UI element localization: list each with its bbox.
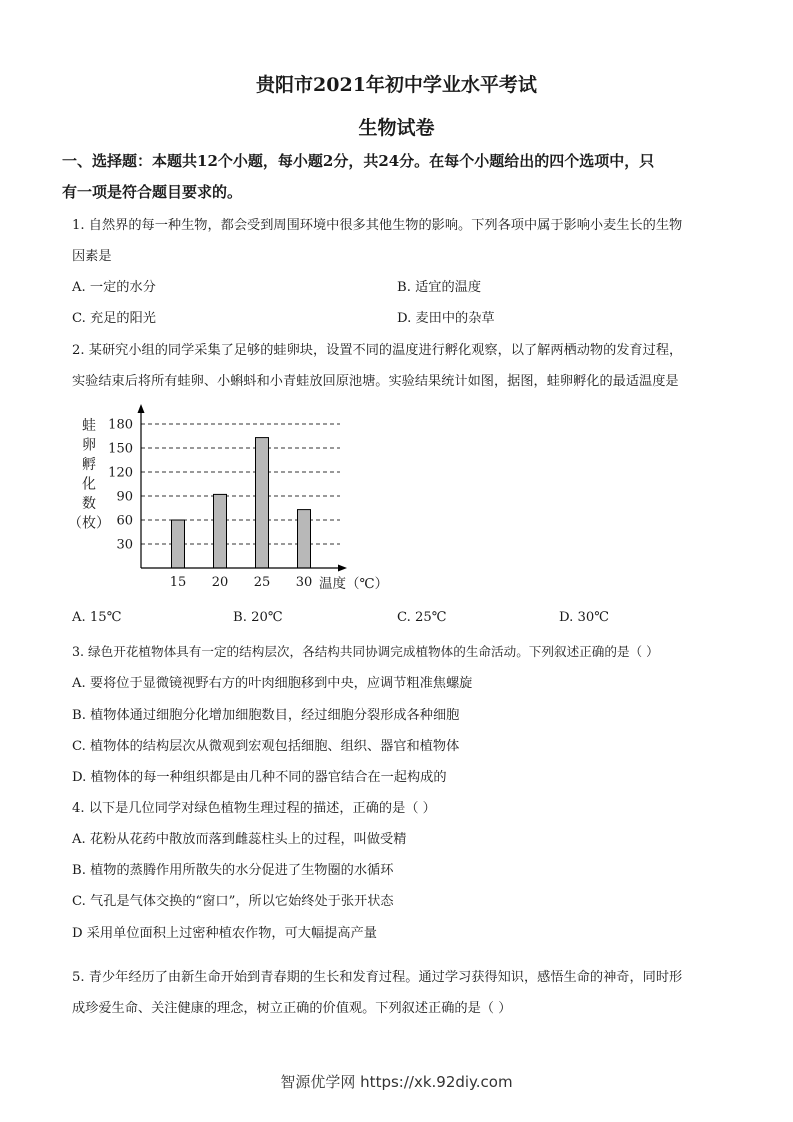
- q2-stem-line2: 实验结束后将所有蛙卵、小蝌蚪和小青蛙放回原池塘。实验结果统计如图，据图，蛙卵孵化的最适温度是: [72, 374, 679, 389]
- exam-title: 贵阳市2021年初中学业水平考试: [256, 74, 537, 96]
- q2-option-d: D. 30℃: [559, 610, 610, 625]
- x-tick-label: 15: [169, 575, 187, 590]
- y-tick-label: 120: [108, 465, 133, 481]
- ylabel-char: 化: [82, 476, 96, 493]
- q1-option-a: A. 一定的水分: [72, 280, 156, 295]
- q4-option-d: D 采用单位面积上过密种植农作物，可大幅提高产量: [72, 926, 377, 941]
- q5-stem-line2: 成珍爱生命、关注健康的理念，树立正确的价值观。下列叙述正确的是（ ）: [72, 1001, 512, 1016]
- q3-stem: 3. 绿色开花植物体具有一定的结构层次，各结构共同协调完成植物体的生命活动。下列叙述正确的是（ ）: [72, 644, 659, 659]
- ylabel-char: 孵: [82, 457, 96, 473]
- ylabel-char: （枚）: [68, 515, 110, 532]
- footer-watermark: 智源优学网 https://xk.92diy.com: [280, 1073, 513, 1091]
- q3-option-b: B. 植物体通过细胞分化增加细胞数目，经过细胞分裂形成各种细胞: [72, 708, 460, 723]
- q2-stem-line1: 2. 某研究小组的同学采集了足够的蛙卵块，设置不同的温度进行孵化观察，以了解两栖动物的发育过程，: [72, 343, 683, 358]
- q2-option-c: C. 25℃: [397, 610, 447, 625]
- q4-option-b: B. 植物的蒸腾作用所散失的水分促进了生物圈的水循环: [72, 863, 394, 878]
- q1-option-b: B. 适宜的温度: [397, 280, 482, 295]
- ylabel-char: 卵: [82, 437, 96, 454]
- bar-20: [214, 494, 227, 568]
- y-tick-label: 180: [108, 417, 133, 433]
- q3-option-a: A. 要将位于显微镜视野右方的叶肉细胞移到中央，应调节粗准焦螺旋: [72, 676, 473, 691]
- y-tick-label: 60: [116, 513, 133, 529]
- x-tick-label: 30: [295, 575, 313, 590]
- x-tick-label: 25: [253, 575, 271, 590]
- ylabel-char: 数: [82, 496, 96, 512]
- q1-option-c: C. 充足的阳光: [72, 311, 156, 326]
- bar-25: [256, 438, 269, 568]
- ylabel-char: 蛙: [82, 418, 96, 434]
- y-tick-label: 90: [116, 489, 133, 505]
- y-tick-label: 150: [108, 441, 133, 457]
- q1-stem-line2: 因素是: [72, 249, 112, 264]
- bar-30: [298, 510, 311, 568]
- exam-subtitle: 生物试卷: [358, 117, 435, 139]
- hatching-bar-chart: [68, 403, 408, 593]
- y-axis-arrow: [138, 404, 145, 413]
- x-tick-label: 20: [211, 575, 229, 590]
- q4-stem: 4. 以下是几位同学对绿色植物生理过程的描述，正确的是（ ）: [72, 801, 436, 816]
- q3-option-c: C. 植物体的结构层次从微观到宏观包括细胞、组织、器官和植物体: [72, 739, 460, 754]
- q4-option-c: C. 气孔是气体交换的“窗口”，所以它始终处于张开状态: [72, 894, 394, 909]
- q1-stem-line1: 1. 自然界的每一种生物，都会受到周围环境中很多其他生物的影响。下列各项中属于影响小麦生长的生物: [72, 218, 683, 233]
- y-tick-label: 30: [116, 537, 133, 553]
- q2-option-b: B. 20℃: [233, 610, 283, 625]
- chart-xlabel: 温度（℃）: [319, 576, 389, 592]
- bar-15: [172, 520, 185, 568]
- section-heading-line1: 一、选择题：本题共12个小题，每小题2分，共24分。在每个小题给出的四个选项中，只: [62, 152, 655, 170]
- q5-stem-line1: 5. 青少年经历了由新生命开始到青春期的生长和发育过程。通过学习获得知识，感悟生命的神奇，同时形: [72, 970, 683, 985]
- q4-option-a: A. 花粉从花药中散放而落到雌蕊柱头上的过程，叫做受精: [72, 832, 407, 847]
- section-heading-line2: 有一项是符合题目要求的。: [62, 183, 243, 201]
- chart-ylabel: [68, 417, 110, 532]
- x-axis-arrow: [338, 565, 347, 572]
- q3-option-d: D. 植物体的每一种组织都是由几种不同的器官结合在一起构成的: [72, 770, 447, 785]
- q2-option-a: A. 15℃: [72, 610, 122, 625]
- q1-option-d: D. 麦田中的杂草: [397, 311, 495, 326]
